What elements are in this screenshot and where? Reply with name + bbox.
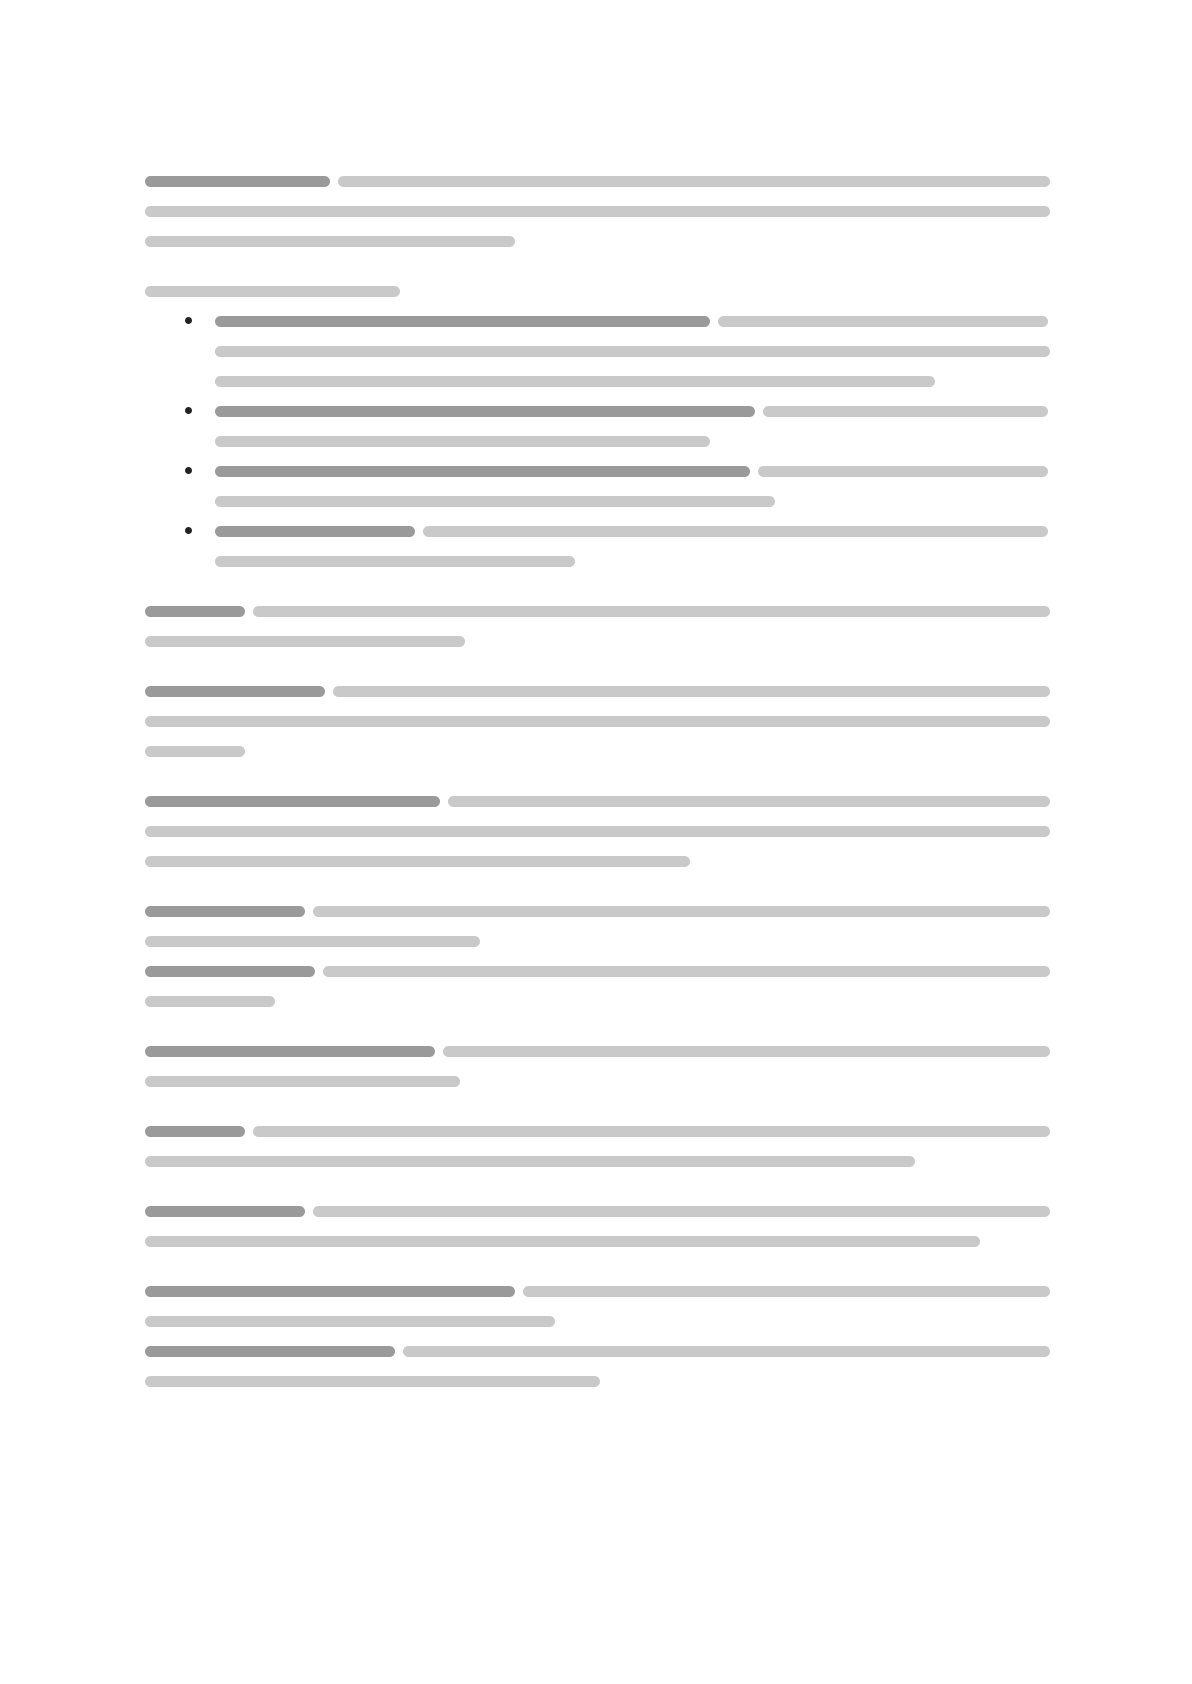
paragraph <box>145 790 1050 872</box>
list-item <box>145 400 1050 452</box>
paragraph <box>145 1040 1050 1092</box>
bullet-icon <box>185 527 192 534</box>
list-item <box>145 460 1050 512</box>
paragraph <box>145 900 1050 1012</box>
section-heading <box>145 280 1050 302</box>
paragraph <box>145 680 1050 762</box>
paragraph <box>145 600 1050 652</box>
list-item <box>145 520 1050 572</box>
bullet-list <box>145 310 1050 572</box>
paragraph <box>145 1120 1050 1172</box>
list-item <box>145 310 1050 392</box>
paragraph <box>145 1280 1050 1392</box>
bullet-icon <box>185 317 192 324</box>
paragraph <box>145 170 1050 252</box>
paragraph <box>145 1200 1050 1252</box>
bullet-icon <box>185 467 192 474</box>
document-body <box>145 170 1050 1420</box>
bullet-icon <box>185 407 192 414</box>
